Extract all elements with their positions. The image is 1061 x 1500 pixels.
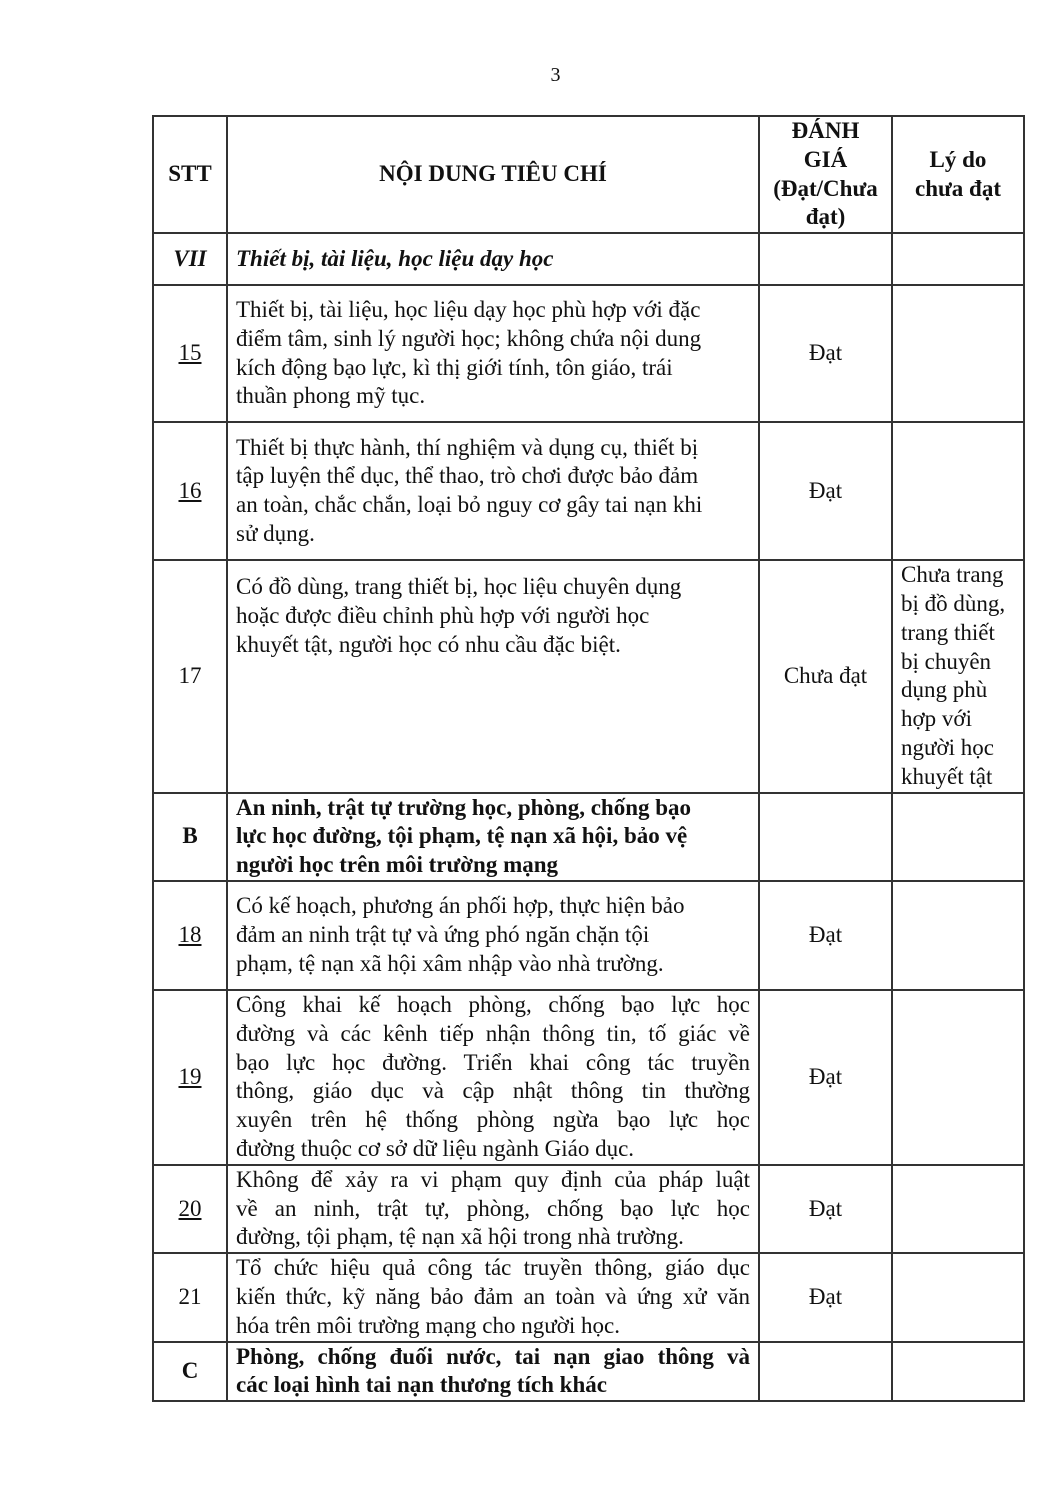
row-evaluation <box>759 233 892 285</box>
row-stt <box>153 881 227 990</box>
table-header-row <box>153 116 1024 233</box>
table-row <box>153 285 1024 422</box>
content-line: về an ninh, trật tự, phòng, chống bạo lực học <box>236 1195 750 1221</box>
row-reason <box>892 422 1024 560</box>
table-row <box>153 422 1024 560</box>
table-row <box>153 793 1024 881</box>
row-stt <box>153 233 227 285</box>
row-reason <box>892 285 1024 422</box>
content-line: Công khai kế hoạch phòng, chống bạo lực học <box>236 991 750 1017</box>
content-line: đảm an ninh trật tự và ứng phó ngăn chặn tội <box>236 922 650 948</box>
row-content <box>227 233 759 285</box>
criteria-table <box>152 115 1025 1402</box>
row-reason <box>892 1253 1024 1341</box>
table-row <box>153 881 1024 990</box>
page-number: 3 <box>550 64 561 86</box>
row-stt <box>153 793 227 881</box>
content-line: An ninh, trật tự trường học, phòng, chống bạo <box>236 794 692 820</box>
stt-number: 18 <box>178 922 202 948</box>
row-stt <box>153 560 227 792</box>
reason-line: Chưa trang <box>901 562 1004 588</box>
content-line: lực học đường, tội phạm, tệ nạn xã hội, bảo vệ <box>236 823 688 849</box>
row-evaluation: Đạt <box>759 422 892 560</box>
content-line: Có đồ dùng, trang thiết bị, học liệu chuyên dụng <box>236 574 682 600</box>
stt-number: 17 <box>178 662 202 688</box>
row-content <box>227 881 759 990</box>
table-row <box>153 1342 1024 1402</box>
content-line: Tổ chức hiệu quả công tác truyền thông, giáo dục <box>236 1255 750 1281</box>
row-evaluation <box>759 1342 892 1402</box>
header-evaluation-line: (Đạt/Chưa <box>773 175 878 201</box>
content-line: Phòng, chống đuối nước, tai nạn giao thông và <box>236 1343 750 1369</box>
row-evaluation: Đạt <box>759 1165 892 1253</box>
reason-line: bị chuyên <box>901 648 992 674</box>
stt-number: 19 <box>178 1063 202 1089</box>
row-content <box>227 1165 759 1253</box>
table-row <box>153 1165 1024 1253</box>
row-evaluation: Chưa đạt <box>759 560 892 792</box>
row-stt <box>153 990 227 1165</box>
row-evaluation <box>759 793 892 881</box>
header-reason-line: Lý do <box>929 146 987 172</box>
row-stt <box>153 1253 227 1341</box>
content-line: an toàn, chắc chắn, loại bỏ nguy cơ gây tai nạn khi <box>236 492 703 518</box>
reason-line: hợp với <box>901 706 972 732</box>
row-content <box>227 422 759 560</box>
header-evaluation <box>759 116 892 233</box>
content-line: Thiết bị, tài liệu, học liệu dạy học <box>236 245 554 271</box>
reason-line: người học <box>901 734 994 760</box>
row-reason <box>892 990 1024 1165</box>
content-line: tập luyện thể dục, thể thao, trò chơi được bảo đảm <box>236 463 699 489</box>
content-line: Thiết bị thực hành, thí nghiệm và dụng cụ, thiết bị <box>236 434 699 460</box>
row-reason <box>892 1342 1024 1402</box>
reason-line: bị đồ dùng, <box>901 590 1006 616</box>
row-content <box>227 990 759 1165</box>
row-stt <box>153 422 227 560</box>
row-evaluation: Đạt <box>759 881 892 990</box>
header-evaluation-line: ĐÁNH <box>791 118 860 143</box>
content-line: điểm tâm, sinh lý người học; không chứa nội dung <box>236 325 702 351</box>
stt-number: VII <box>173 245 207 271</box>
row-content <box>227 285 759 422</box>
reason-line: dụng phù <box>901 677 988 703</box>
header-content: NỘI DUNG TIÊU CHÍ <box>227 116 759 233</box>
row-evaluation: Đạt <box>759 285 892 422</box>
stt-number: 20 <box>178 1195 202 1221</box>
content-line: đường và các kênh tiếp nhận thông tin, tố giác về <box>236 1020 750 1046</box>
row-stt <box>153 1342 227 1402</box>
reason-line: trang thiết <box>901 619 995 645</box>
row-evaluation: Đạt <box>759 1253 892 1341</box>
content-line: thông, giáo dục và cập nhật thông tin thường <box>236 1078 750 1104</box>
row-reason <box>892 793 1024 881</box>
content-line: Không để xảy ra vi phạm quy định của pháp luật <box>236 1166 750 1192</box>
content-line: sử dụng. <box>236 520 315 546</box>
table-row <box>153 233 1024 285</box>
content-line: đường thuộc cơ sở dữ liệu ngành Giáo dục. <box>236 1135 635 1161</box>
row-reason <box>892 233 1024 285</box>
content-line: Thiết bị, tài liệu, học liệu dạy học phù hợp với đặc <box>236 297 701 323</box>
stt-number: 21 <box>178 1283 202 1309</box>
row-stt <box>153 285 227 422</box>
table-row <box>153 560 1024 792</box>
content-line: bạo lực học đường. Triển khai công tác truyền <box>236 1049 750 1075</box>
row-content <box>227 1253 759 1341</box>
header-evaluation-line: đạt) <box>805 204 846 230</box>
row-content <box>227 1342 759 1402</box>
row-reason <box>892 560 1024 792</box>
content-line: kiến thức, kỹ năng bảo đảm an toàn và ứng xử văn <box>236 1283 750 1309</box>
content-line: thuần phong mỹ tục. <box>236 383 426 409</box>
content-line: xuyên trên hệ thống phòng ngừa bạo lực học <box>236 1107 750 1133</box>
content-line: khuyết tật, người học có nhu cầu đặc biệt. <box>236 631 621 657</box>
content-line: người học trên môi trường mạng <box>236 852 559 878</box>
reason-line: khuyết tật <box>901 763 993 789</box>
table-row <box>153 1253 1024 1341</box>
row-stt <box>153 1165 227 1253</box>
header-evaluation-line: GIÁ <box>803 146 848 172</box>
content-line: đường, tội phạm, tệ nạn xã hội trong nhà trường. <box>236 1224 684 1250</box>
stt-number: B <box>182 823 198 849</box>
header-reason <box>892 116 1024 233</box>
row-reason <box>892 1165 1024 1253</box>
content-line: các loại hình tai nạn thương tích khác <box>236 1372 607 1398</box>
table-row <box>153 990 1024 1165</box>
content-line: hóa trên môi trường mạng cho người học. <box>236 1312 620 1338</box>
stt-number: 15 <box>178 340 202 366</box>
header-reason-line: chưa đạt <box>914 175 1001 201</box>
stt-number: 16 <box>178 477 202 503</box>
content-line: Có kế hoạch, phương án phối hợp, thực hiện bảo <box>236 893 685 919</box>
row-evaluation: Đạt <box>759 990 892 1165</box>
stt-number: C <box>181 1357 199 1383</box>
content-line: phạm, tệ nạn xã hội xâm nhập vào nhà trường. <box>236 950 664 976</box>
content-line: kích động bạo lực, kì thị giới tính, tôn giáo, trái <box>236 354 673 380</box>
row-content <box>227 560 759 792</box>
header-stt: STT <box>153 116 227 233</box>
content-line: hoặc được điều chỉnh phù hợp với người học <box>236 602 650 628</box>
row-reason <box>892 881 1024 990</box>
row-content <box>227 793 759 881</box>
